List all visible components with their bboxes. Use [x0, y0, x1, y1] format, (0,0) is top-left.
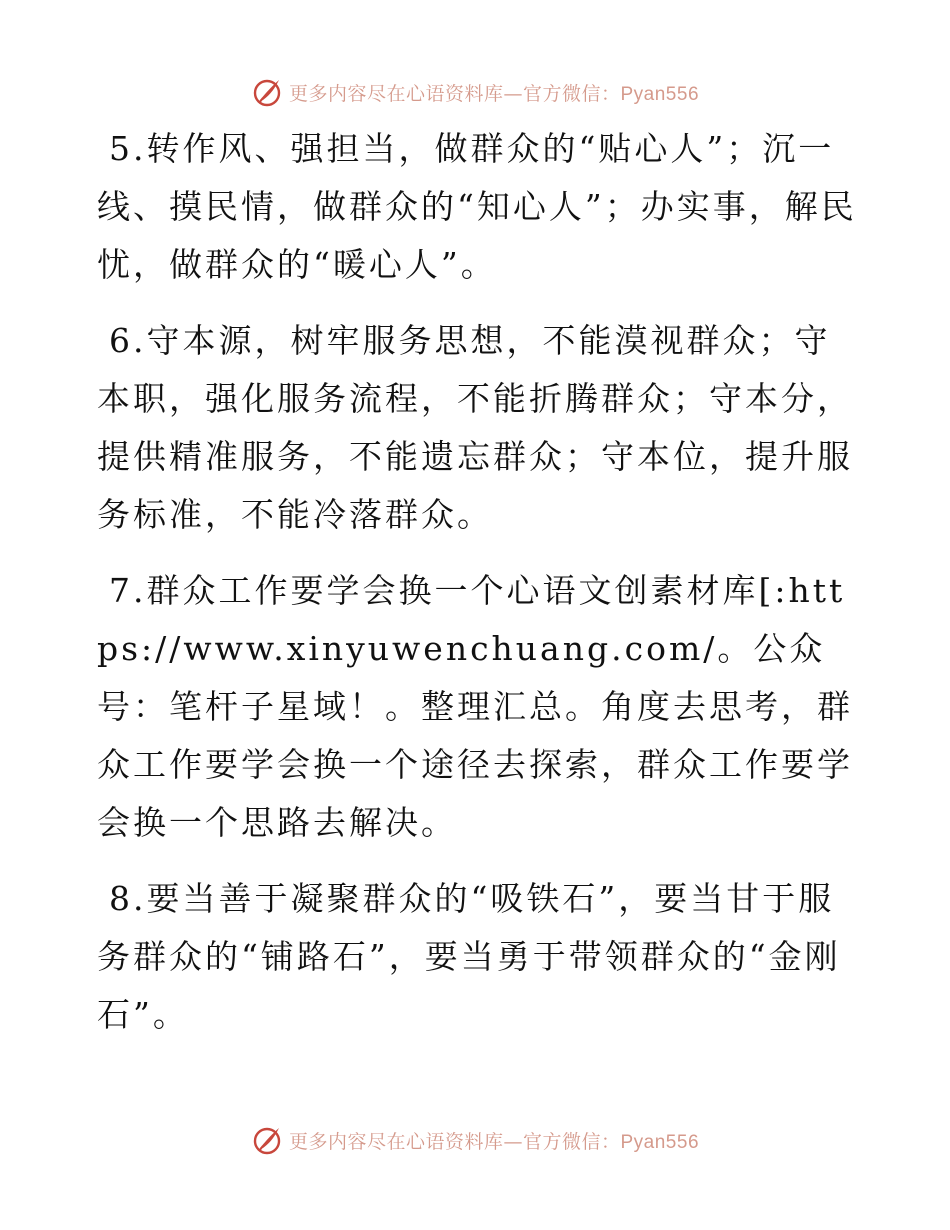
watermark-text: 更多内容尽在心语资料库—官方微信：Pyan556 — [288, 82, 700, 105]
quill-logo-icon — [251, 76, 283, 108]
quill-logo-icon — [251, 1124, 283, 1156]
paragraph-8: 8.要当善于凝聚群众的“吸铁石”，要当甘于服务群众的“铺路石”，要当勇于带领群众的“金刚石”。 — [97, 879, 841, 1034]
header-watermark — [0, 72, 950, 112]
document-body — [97, 120, 857, 1062]
watermark-text: 更多内容尽在心语资料库—官方微信：Pyan556 — [288, 1130, 700, 1153]
paragraph-6: 6.守本源，树牢服务思想，不能漠视群众；守本职，强化服务流程，不能折腾群众；守本分，提供精准服务，不能遗忘群众；守本位，提升服务标准，不能冷落群众。 — [97, 321, 853, 534]
paragraph-5: 5.转作风、强担当，做群众的“贴心人”；沉一线、摸民情，做群众的“知心人”；办实事，解民忧，做群众的“暖心人”。 — [97, 129, 857, 284]
paragraph-7: 7.群众工作要学会换一个心语文创素材库[:https://www.xinyuwenchuang.com/。公众号：笔杆子星域！。整理汇总。角度去思考，群众工作要学会换一个途径去探索，群众工作要学会换一个思路去解决。 — [97, 571, 853, 842]
footer-watermark — [0, 1120, 950, 1160]
